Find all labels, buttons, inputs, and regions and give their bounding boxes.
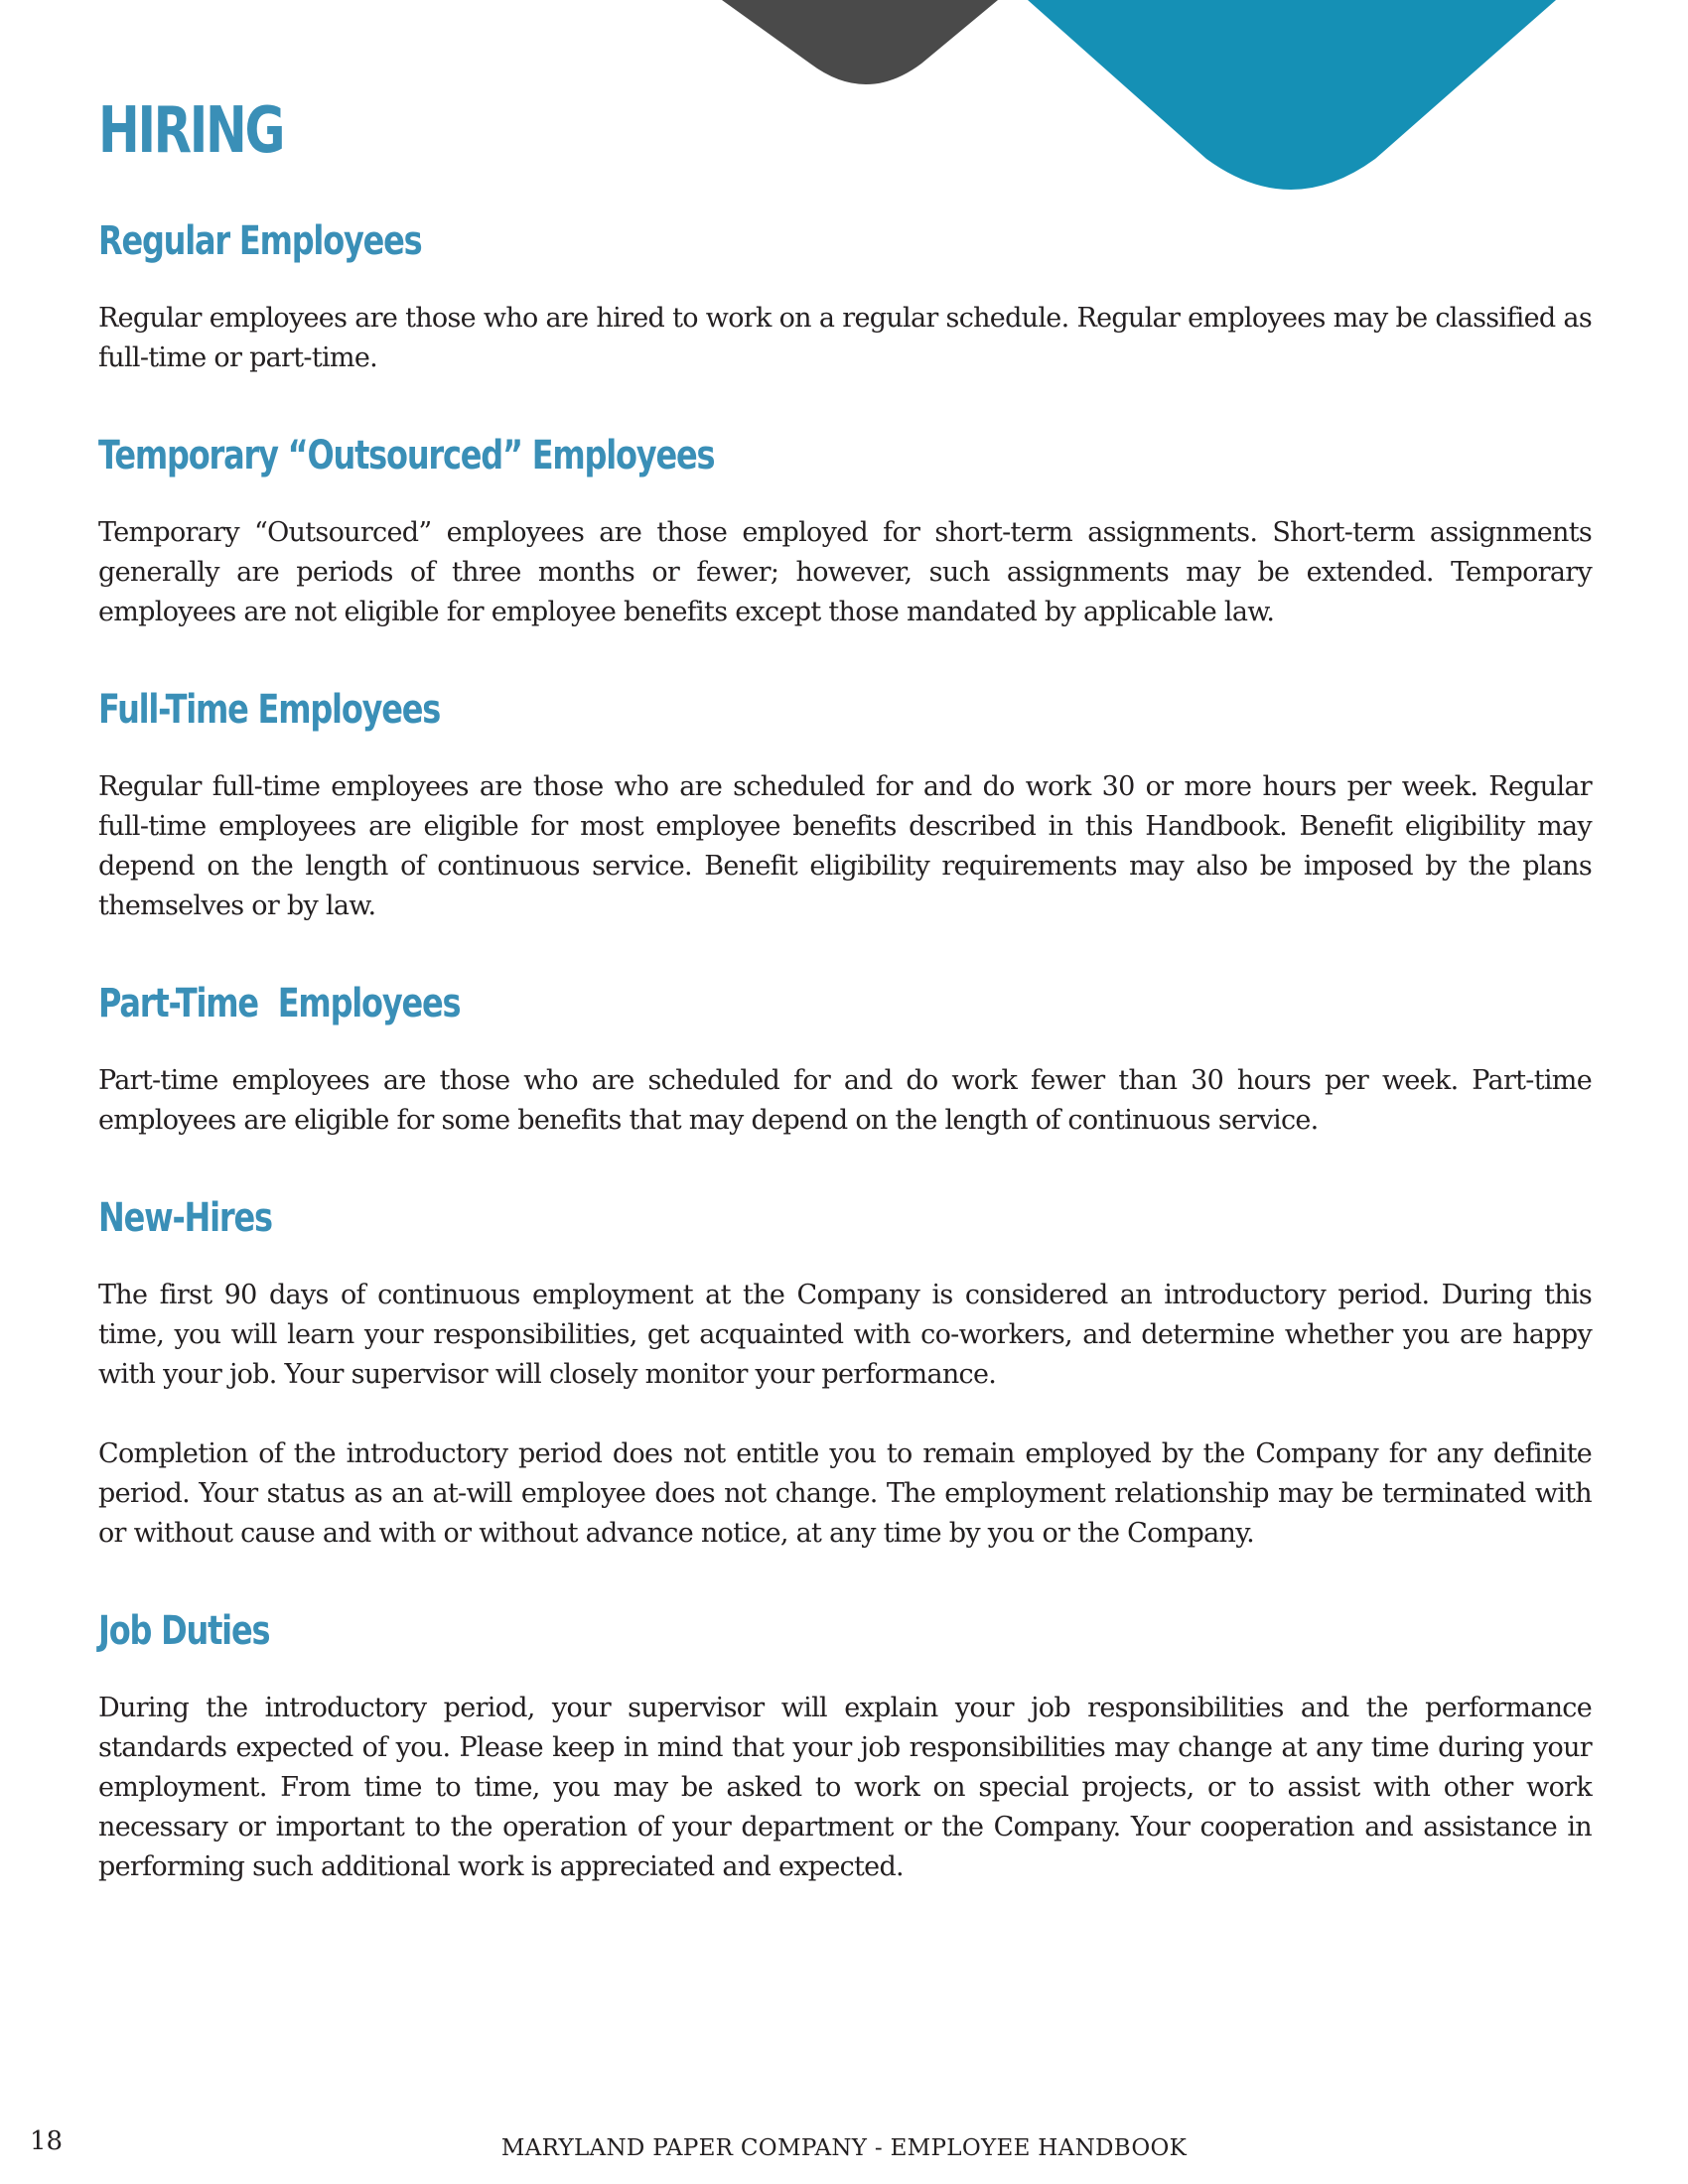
section-heading: New-Hires [98,1195,272,1241]
section-heading: Temporary “Outsourced” Employees [98,433,715,478]
section-full-time-employees [98,682,1592,926]
section-temporary-employees [98,428,1592,632]
page-title: HIRING [98,94,284,168]
paragraph: Regular employees are those who are hired to work on a regular schedule. Regular employees may be classified as full-time or part-time. [98,303,1592,373]
paragraph: Completion of the introductory period does not entitle you to remain employed by the Company for any definite period. Your status as an at-will employee does not change. The employment relationship may be terminated with or without cause and with or without advance notice, at any time by you or the Company. [98,1438,1592,1549]
footer-text: MARYLAND PAPER COMPANY - EMPLOYEE HANDBOOK [500,2135,1188,2161]
section-heading: Part-Time Employees [98,981,461,1026]
gray-chevron-shape [722,0,998,84]
paragraph: Regular full-time employees are those who are scheduled for and do work 30 or more hours per week. Regular full-time employees are eligible for most employee benefits described in this Handbook. Benefit eligibility may depend on the length of continuous service. Benefit eligibility requirements may also be imposed by the plans themselves or by law. [98,771,1592,921]
blue-chevron-shape [1028,0,1556,190]
section-job-duties [98,1603,1592,1887]
section-heading: Job Duties [98,1608,270,1654]
main-content [98,213,1592,1937]
section-new-hires [98,1190,1592,1554]
paragraph: Part-time employees are those who are scheduled for and do work fewer than 30 hours per week. Part-time employees are eligible for some benefits that may depend on the length of continuous service. [98,1065,1592,1136]
page-number: 18 [30,2126,64,2156]
section-part-time-employees [98,976,1592,1141]
section-heading: Regular Employees [98,218,422,264]
paragraph: The first 90 days of continuous employment at the Company is considered an introductory period. During this time, you will learn your responsibilities, get acquainted with co-workers, and determine whether you are happy with your job. Your supervisor will closely monitor your performance. [98,1280,1592,1390]
paragraph: Temporary “Outsourced” employees are those employed for short-term assignments. Short-term assignments generally are periods of three months or fewer; however, such assignments may be extended. Temporary employees are not eligible for employee benefits except those mandated by applicable law. [98,517,1592,627]
section-heading: Full-Time Employees [98,687,441,733]
paragraph: During the introductory period, your supervisor will explain your job responsibilities and the performance standards expected of you. Please keep in mind that your job responsibilities may change at any time during your employment. From time to time, you may be asked to work on special projects, or to assist with other work necessary or important to the operation of your department or the Company. Your cooperation and assistance in performing such additional work is appreciated and expected. [98,1693,1592,1882]
section-regular-employees [98,213,1592,378]
